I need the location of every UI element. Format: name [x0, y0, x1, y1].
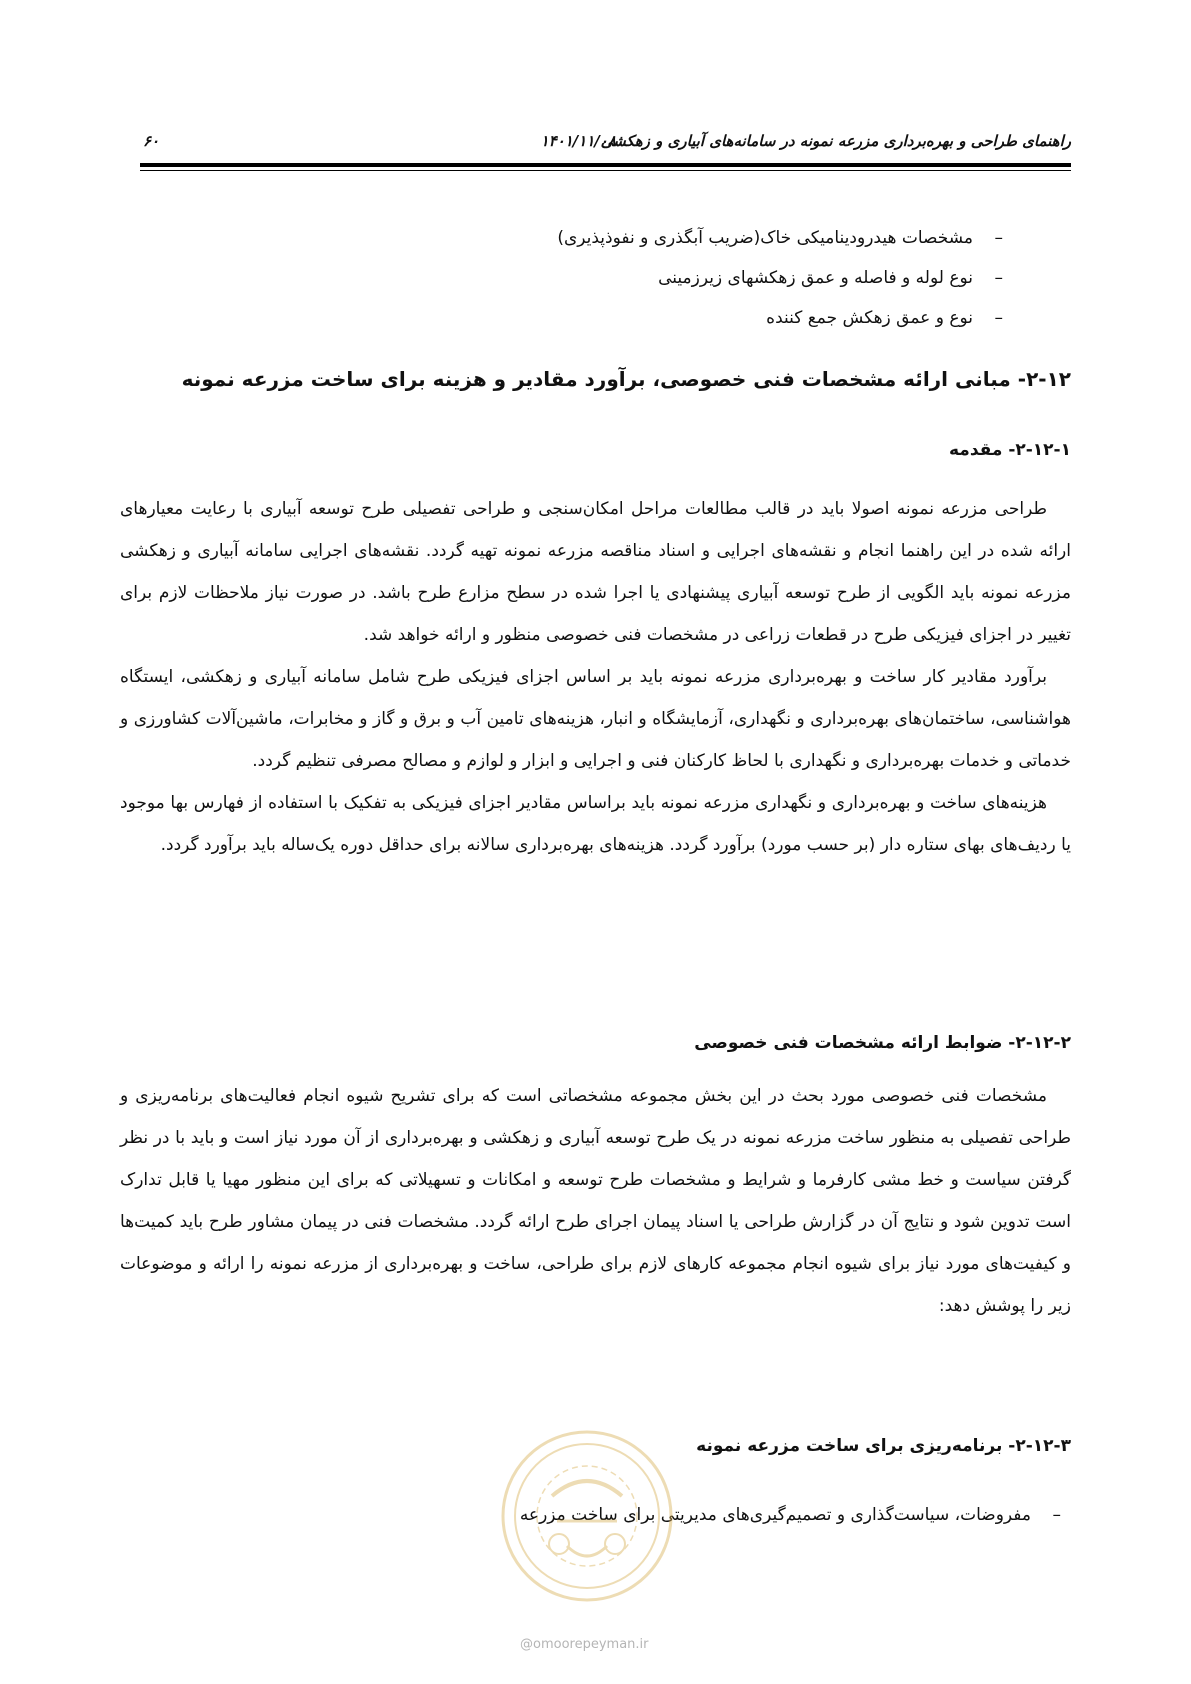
header-rule-thick: [140, 163, 1071, 167]
seal-stamp-icon: [497, 1426, 677, 1606]
subsection-heading-planning: ۲-۱۲-۳- برنامه‌ریزی برای ساخت مزرعه نمونه: [696, 1436, 1071, 1456]
list-item: –نوع و عمق زهکش جمع کننده: [766, 308, 1003, 328]
page-number: ۶۰: [143, 132, 160, 150]
list-item: –نوع لوله و فاصله و عمق زهکشهای زیرزمینی: [658, 268, 1003, 288]
header-date: ۱۴۰۱/۱۱/۰۸: [540, 132, 616, 150]
paragraph: طراحی مزرعه نمونه اصولا باید در قالب مطالعات مراحل امکان‌سنجی و طراحی تفصیلی طرح توسعه آبیاری با رعایت معیارهای ارائه شده در این راهنما انجام و نقشه‌های اجرایی و اسناد مناقصه مزرعه نمونه تهیه گردد. نقشه‌های اجرایی سامانه آبیاری و زهکشی مزرعه نمونه باید الگویی از طرح توسعه آبیاری پیشنهادی یا اجرا شده در سطح مزارع طرح باشد. در صورت نیاز ملاحظات لازم برای تغییر در اجزای فیزیکی طرح در قطعات زراعی در مشخصات فنی خصوصی منظور و ارائه خواهد شد.: [120, 499, 1071, 645]
running-header: [143, 128, 1071, 156]
header-title: راهنمای طراحی و بهره‌برداری مزرعه نمونه در سامانه‌های آبیاری و زهکشی: [600, 132, 1071, 150]
list-item: –مفروضات، سیاست‌گذاری و تصمیم‌گیری‌های مدیریتی برای ساخت مزرعه: [519, 1505, 1061, 1525]
subsection-heading-criteria: ۲-۱۲-۲- ضوابط ارائه مشخصات فنی خصوصی: [694, 1033, 1071, 1053]
paragraph: هزینه‌های ساخت و بهره‌برداری و نگهداری مزرعه نمونه باید براساس مقادیر اجزای فیزیکی به تفکیک با استفاده از فهارس بها موجود یا ردیف‌های بهای ستاره دار (بر حسب مورد) برآورد گردد. هزینه‌های بهره‌برداری سالانه برای حداقل دوره یک‌ساله باید برآورد گردد.: [120, 793, 1071, 855]
list-item: –مشخصات هیدرودینامیکی خاک(ضریب آبگذری و نفوذپذیری): [557, 228, 1003, 248]
header-rule-thin: [140, 170, 1071, 171]
watermark-text: @omoorepeyman.ir: [520, 1637, 649, 1652]
criteria-paragraphs: [120, 1075, 1071, 1327]
section-heading: ۲-۱۲- مبانی ارائه مشخصات فنی خصوصی، برآورد مقادیر و هزینه برای ساخت مزرعه نمونه: [181, 367, 1071, 391]
subsection-heading-intro: ۲-۱۲-۱- مقدمه: [948, 440, 1071, 460]
paragraph: برآورد مقادیر کار ساخت و بهره‌برداری مزرعه نمونه باید بر اساس اجزای فیزیکی طرح شامل سامانه آبیاری و زهکشی، ایستگاه هواشناسی، ساختمان‌های بهره‌برداری و نگهداری، آزمایشگاه و انبار، هزینه‌های تامین آب و برق و گاز و مخابرات، ماشین‌آلات کشاورزی و خدماتی و خدمات بهره‌برداری و نگهداری با لحاظ کارکنان فنی و اجرایی و ابزار و لوازم و مصالح مصرفی تنظیم گردد.: [120, 667, 1071, 771]
top-bullet-list: [557, 218, 1003, 338]
intro-paragraphs: [120, 488, 1071, 866]
paragraph: مشخصات فنی خصوصی مورد بحث در این بخش مجموعه مشخصاتی است که برای تشریح شیوه انجام فعالیت‌های برنامه‌ریزی و طراحی تفصیلی به منظور ساخت مزرعه نمونه در یک طرح توسعه آبیاری و زهکشی و بهره‌برداری از آن مورد نیاز است و باید با در نظر گرفتن سیاست و خط مشی کارفرما و شرایط و مشخصات طرح توسعه و امکانات و تسهیلاتی که برای این منظور مهیا یا قابل تدارک است تدوین شود و نتایج آن در گزارش طراحی یا اسناد پیمان اجرای طرح ارائه گردد. مشخصات فنی در پیمان مشاور طرح باید کمیت‌ها و کیفیت‌های مورد نیاز برای شیوه انجام مجموعه کارهای لازم برای طراحی، ساخت و بهره‌برداری از مزرعه نمونه را ارائه و موضوعات زیر را پوشش دهد:: [120, 1086, 1071, 1316]
